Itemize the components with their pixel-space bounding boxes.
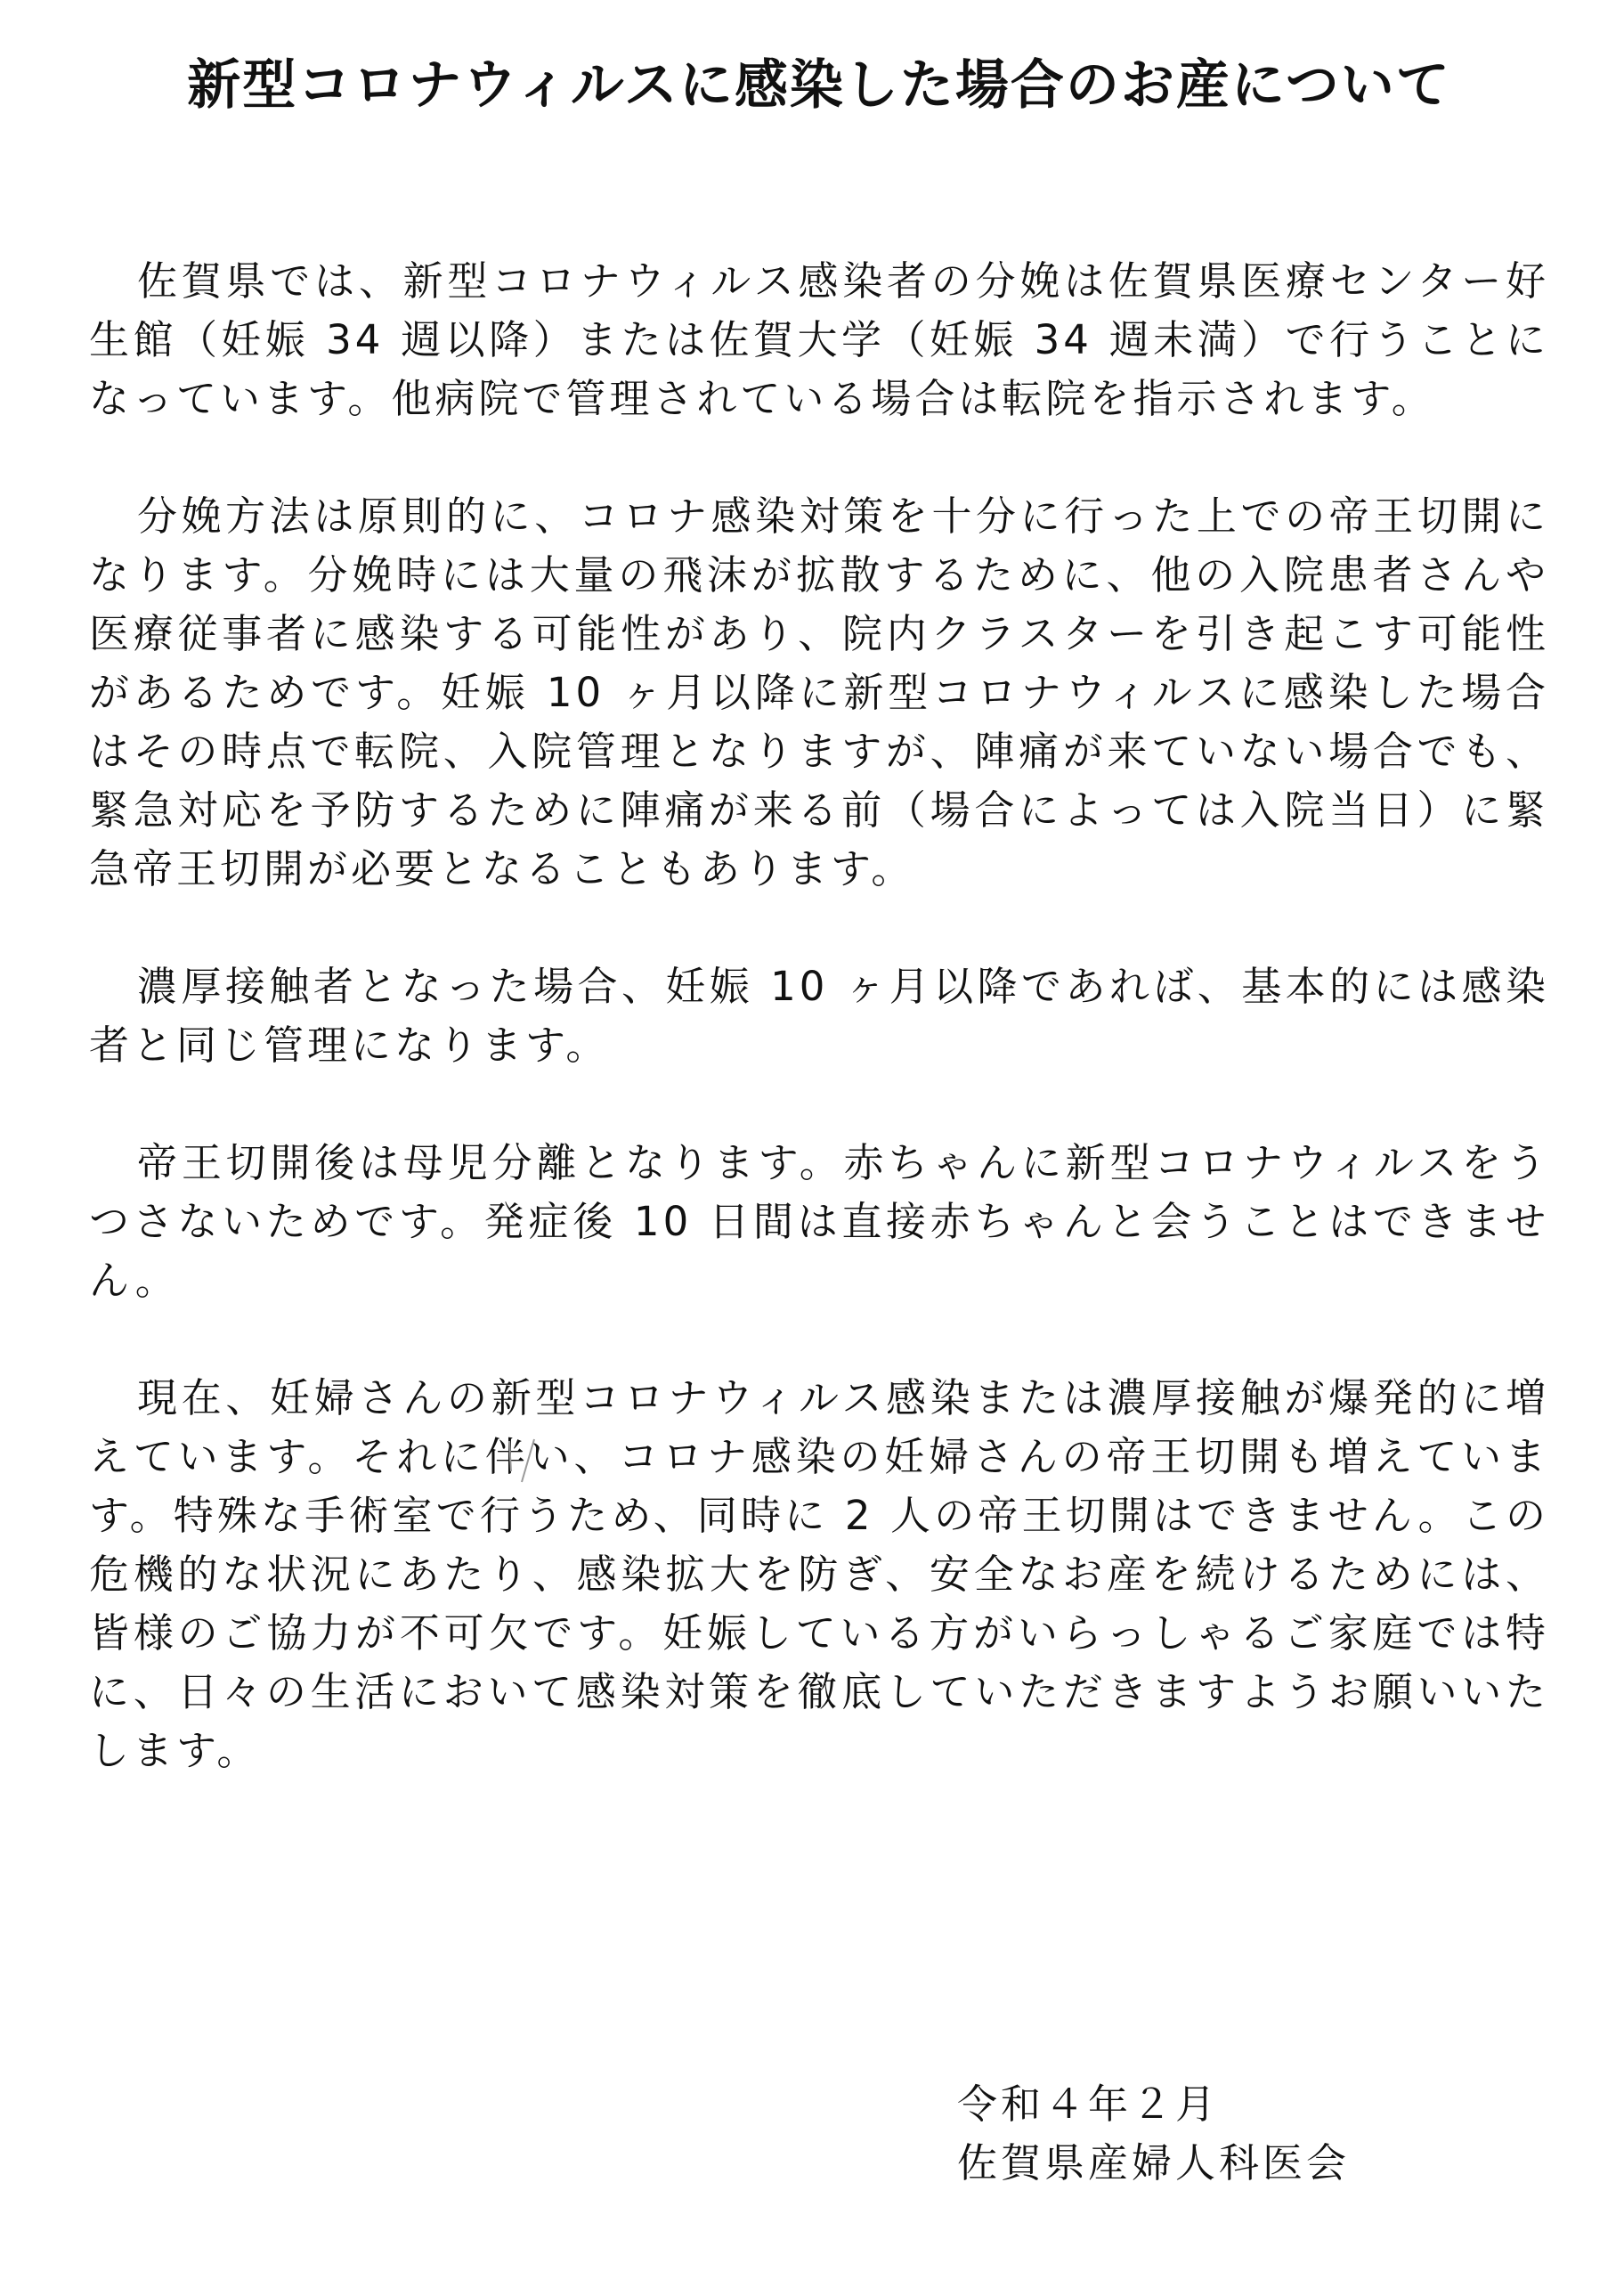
scan-artifact-mark	[499, 1436, 550, 1487]
paragraph-mother-child-separation: 帝王切開後は母児分離となります。赤ちゃんに新型コロナウィルスをうつさないためです。発症後 10 日間は直接赤ちゃんと会うことはできません。	[89, 1139, 1549, 1304]
paragraph-close-contact: 濃厚接触者となった場合、妊娠 10 ヶ月以降であれば、基本的には感染者と同じ管理になります。	[89, 963, 1549, 1069]
document-body	[89, 252, 1549, 1780]
issuer-name: 佐賀県産婦人科医会	[957, 2139, 1351, 2186]
paragraph-delivery-hospitals: 佐賀県では、新型コロナウィルス感染者の分娩は佐賀県医療センター好生館（妊娠 34 週以降）または佐賀大学（妊娠 34 週未満）で行うことになっています。他病院で管理されている場合は転院を指示されます。	[89, 257, 1549, 422]
issue-date: 令和４年２月	[957, 2080, 1220, 2128]
paragraph-delivery-method: 分娩方法は原則的に、コロナ感染対策を十分に行った上での帝王切開になります。分娩時には大量の飛沫が拡散するために、他の入院患者さんや医療従事者に感染する可能性があり、院内クラスターを引き起こす可能性があるためです。妊娠 10 ヶ月以降に新型コロナウィルスに感染した場合はその時点で転院、入院管理となりますが、陣痛が来ていない場合でも、緊急対応を予防するために陣痛が来る前（場合によっては入院当日）に緊急帝王切開が必要となることもあります。	[89, 493, 1549, 892]
paragraph-request-cooperation: 現在、妊婦さんの新型コロナウィルス感染または濃厚接触が爆発的に増えています。それに伴い、コロナ感染の妊婦さんの帝王切開も増えています。特殊な手術室で行うため、同時に 2 人の帝王切開はできません。この危機的な状況にあたり、感染拡大を防ぎ、安全なお産を続けるためには、皆様のご協力が不可欠です。妊娠している方がいらっしゃるご家庭では特に、日々の生活において感染対策を徹底していただきますようお願いいたします。	[89, 1374, 1549, 1774]
signature-block	[957, 2075, 1456, 2193]
document-title: 新型コロナウィルスに感染した場合のお産について	[187, 54, 1451, 117]
